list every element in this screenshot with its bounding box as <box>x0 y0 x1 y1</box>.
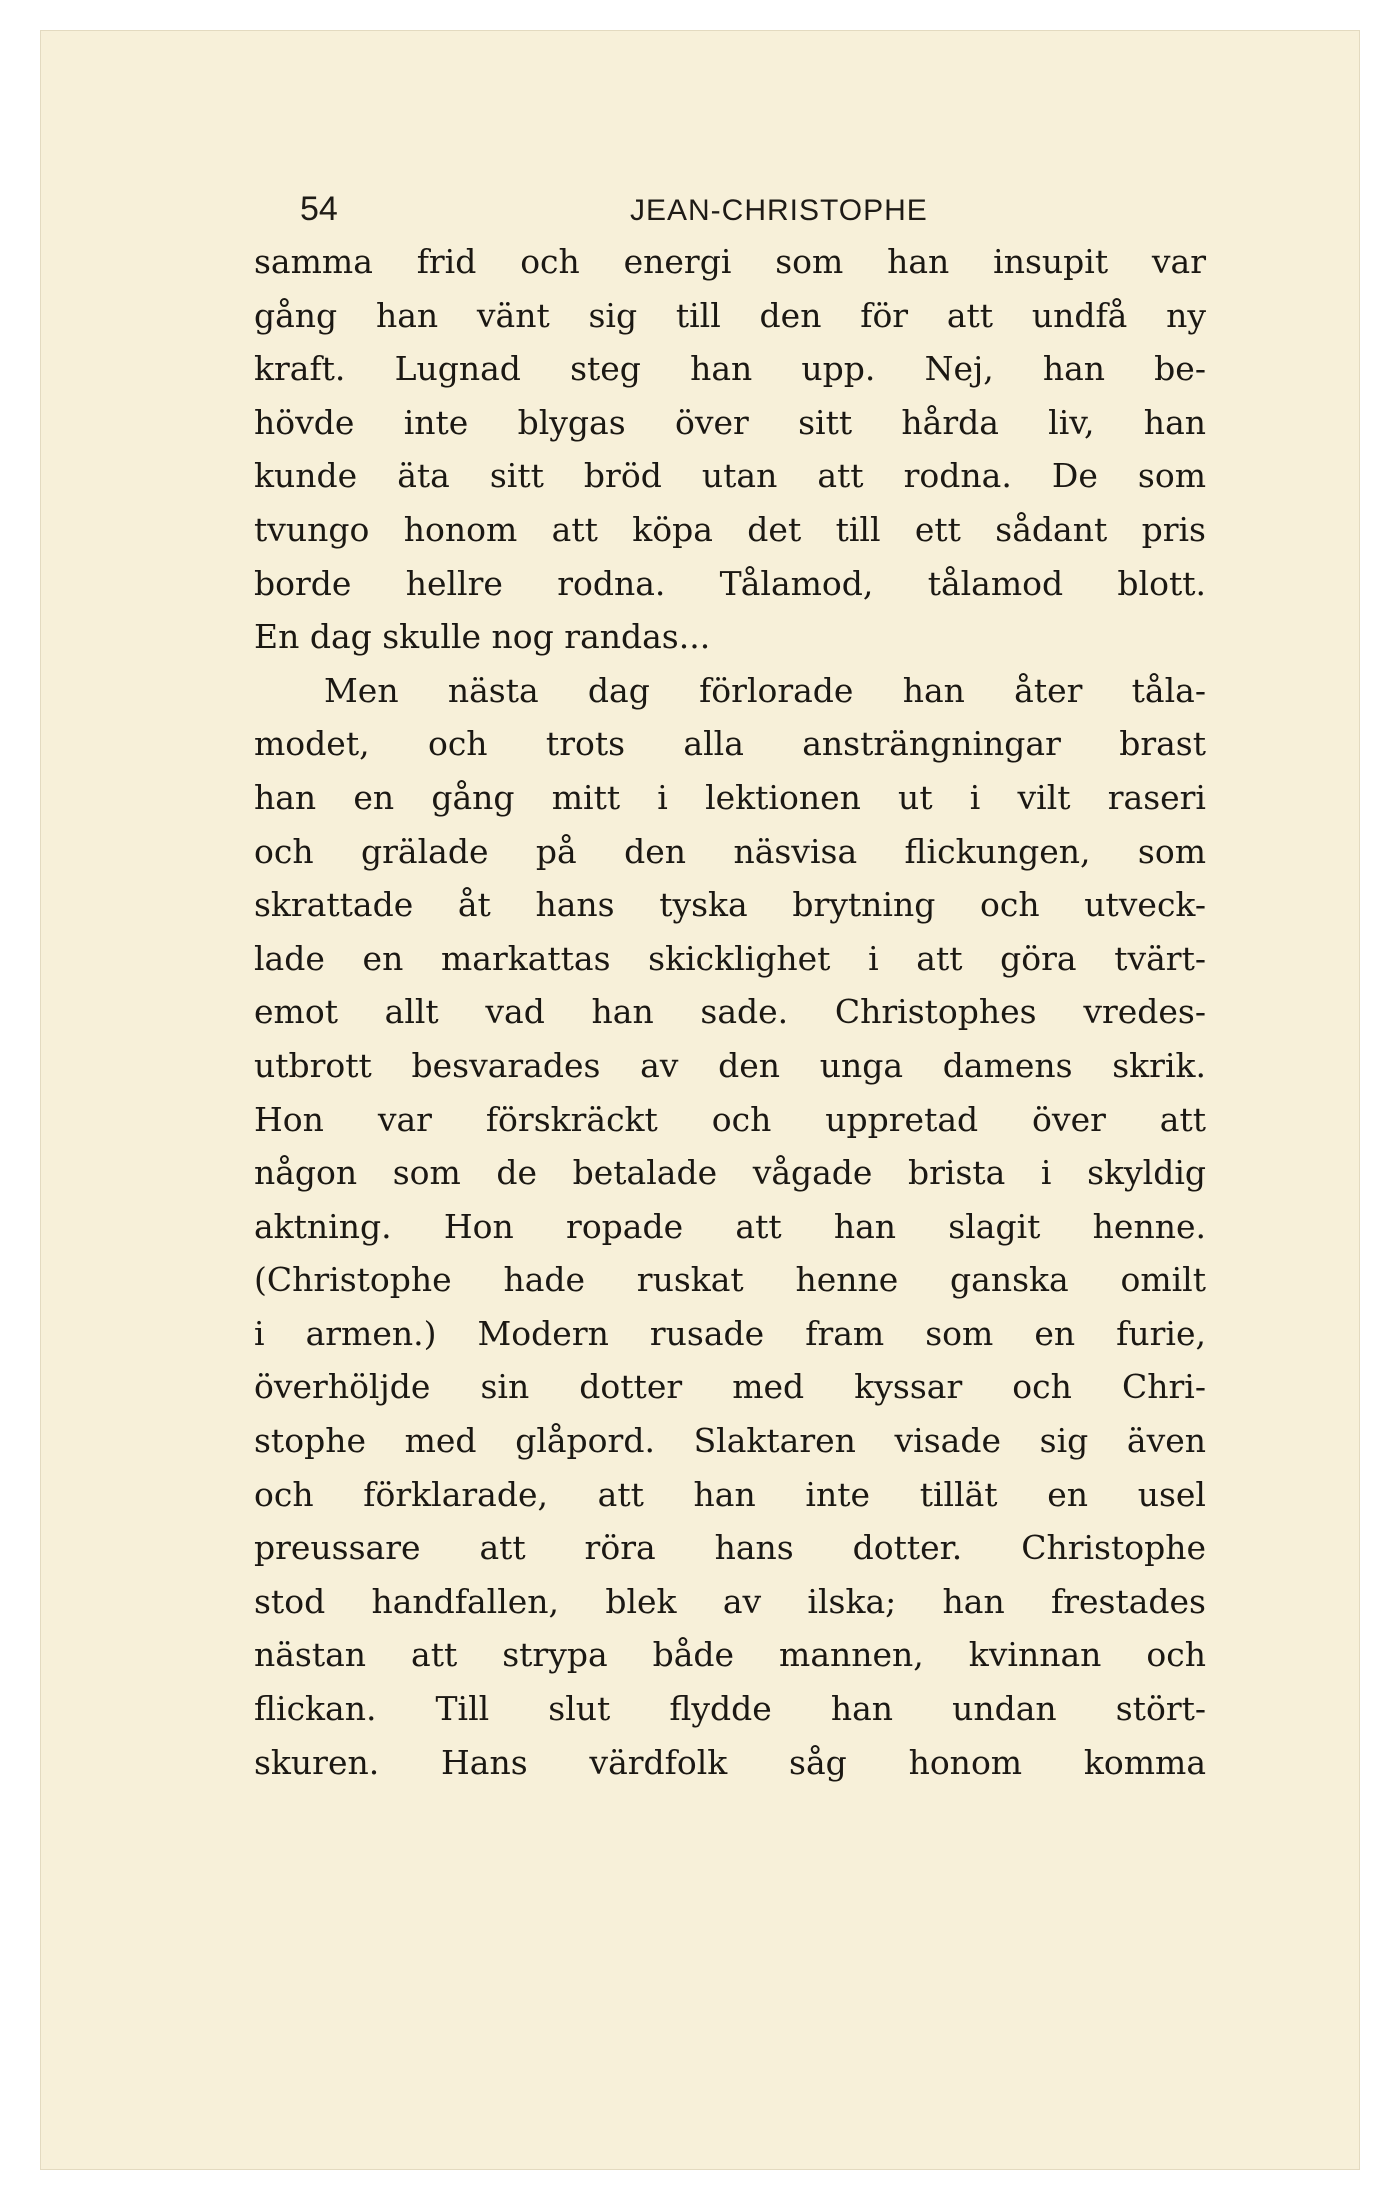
text-line: han en gång mitt i lektionen ut i vilt raseri <box>254 777 1206 817</box>
text-line: stophe med glåpord. Slaktaren visade sig även <box>254 1421 1206 1461</box>
text-line: överhöljde sin dotter med kyssar och Chri- <box>254 1367 1206 1407</box>
text-line: samma frid och energi som han insupit var <box>254 242 1206 281</box>
text-line: borde hellre rodna. Tålamod, tålamod blott. <box>254 563 1206 603</box>
text-line: preussare att röra hans dotter. Christophe <box>254 1528 1206 1568</box>
text-line: och förklarade, att han inte tillät en usel <box>254 1474 1206 1514</box>
text-line: modet, och trots alla ansträngningar brast <box>254 724 1206 764</box>
text-line: aktning. Hon ropade att han slagit henne. <box>254 1206 1206 1246</box>
text-line: och grälade på den näsvisa flickungen, som <box>254 831 1206 871</box>
text-line: tvungo honom att köpa det till ett sådant pris <box>254 509 1206 549</box>
text-line: En dag skulle nog randas... <box>254 617 711 657</box>
text-line: skrattade åt hans tyska brytning och utveck- <box>254 885 1206 925</box>
text-line: kunde äta sitt bröd utan att rodna. De som <box>254 456 1206 496</box>
text-line: nästan att strypa både mannen, kvinnan och <box>254 1635 1206 1675</box>
text-line: gång han vänt sig till den för att undfå ny <box>254 295 1206 335</box>
text-line: hövde inte blygas över sitt hårda liv, han <box>254 402 1206 442</box>
body-text <box>254 235 1206 1789</box>
text-line: lade en markattas skicklighet i att göra tvärt- <box>254 938 1206 978</box>
text-line: kraft. Lugnad steg han upp. Nej, han be- <box>254 349 1206 389</box>
text-line: (Christophe hade ruskat henne ganska omilt <box>254 1260 1206 1300</box>
running-title: JEAN-CHRISTOPHE <box>630 194 928 227</box>
text-line: Hon var förskräckt och uppretad över att <box>254 1099 1206 1139</box>
text-line: emot allt vad han sade. Christophes vredes- <box>254 992 1206 1032</box>
text-line: Men nästa dag förlorade han åter tåla- <box>324 670 1206 710</box>
text-line: flickan. Till slut flydde han undan stört- <box>254 1689 1206 1729</box>
text-line: stod handfallen, blek av ilska; han frestades <box>254 1581 1206 1621</box>
text-line: utbrott besvarades av den unga damens skrik. <box>254 1045 1206 1085</box>
text-line: i armen.) Modern rusade fram som en furie, <box>254 1313 1206 1353</box>
page-number: 54 <box>300 190 338 228</box>
text-line: skuren. Hans värdfolk såg honom komma <box>254 1742 1206 1782</box>
text-line: någon som de betalade vågade brista i skyldig <box>254 1153 1206 1193</box>
